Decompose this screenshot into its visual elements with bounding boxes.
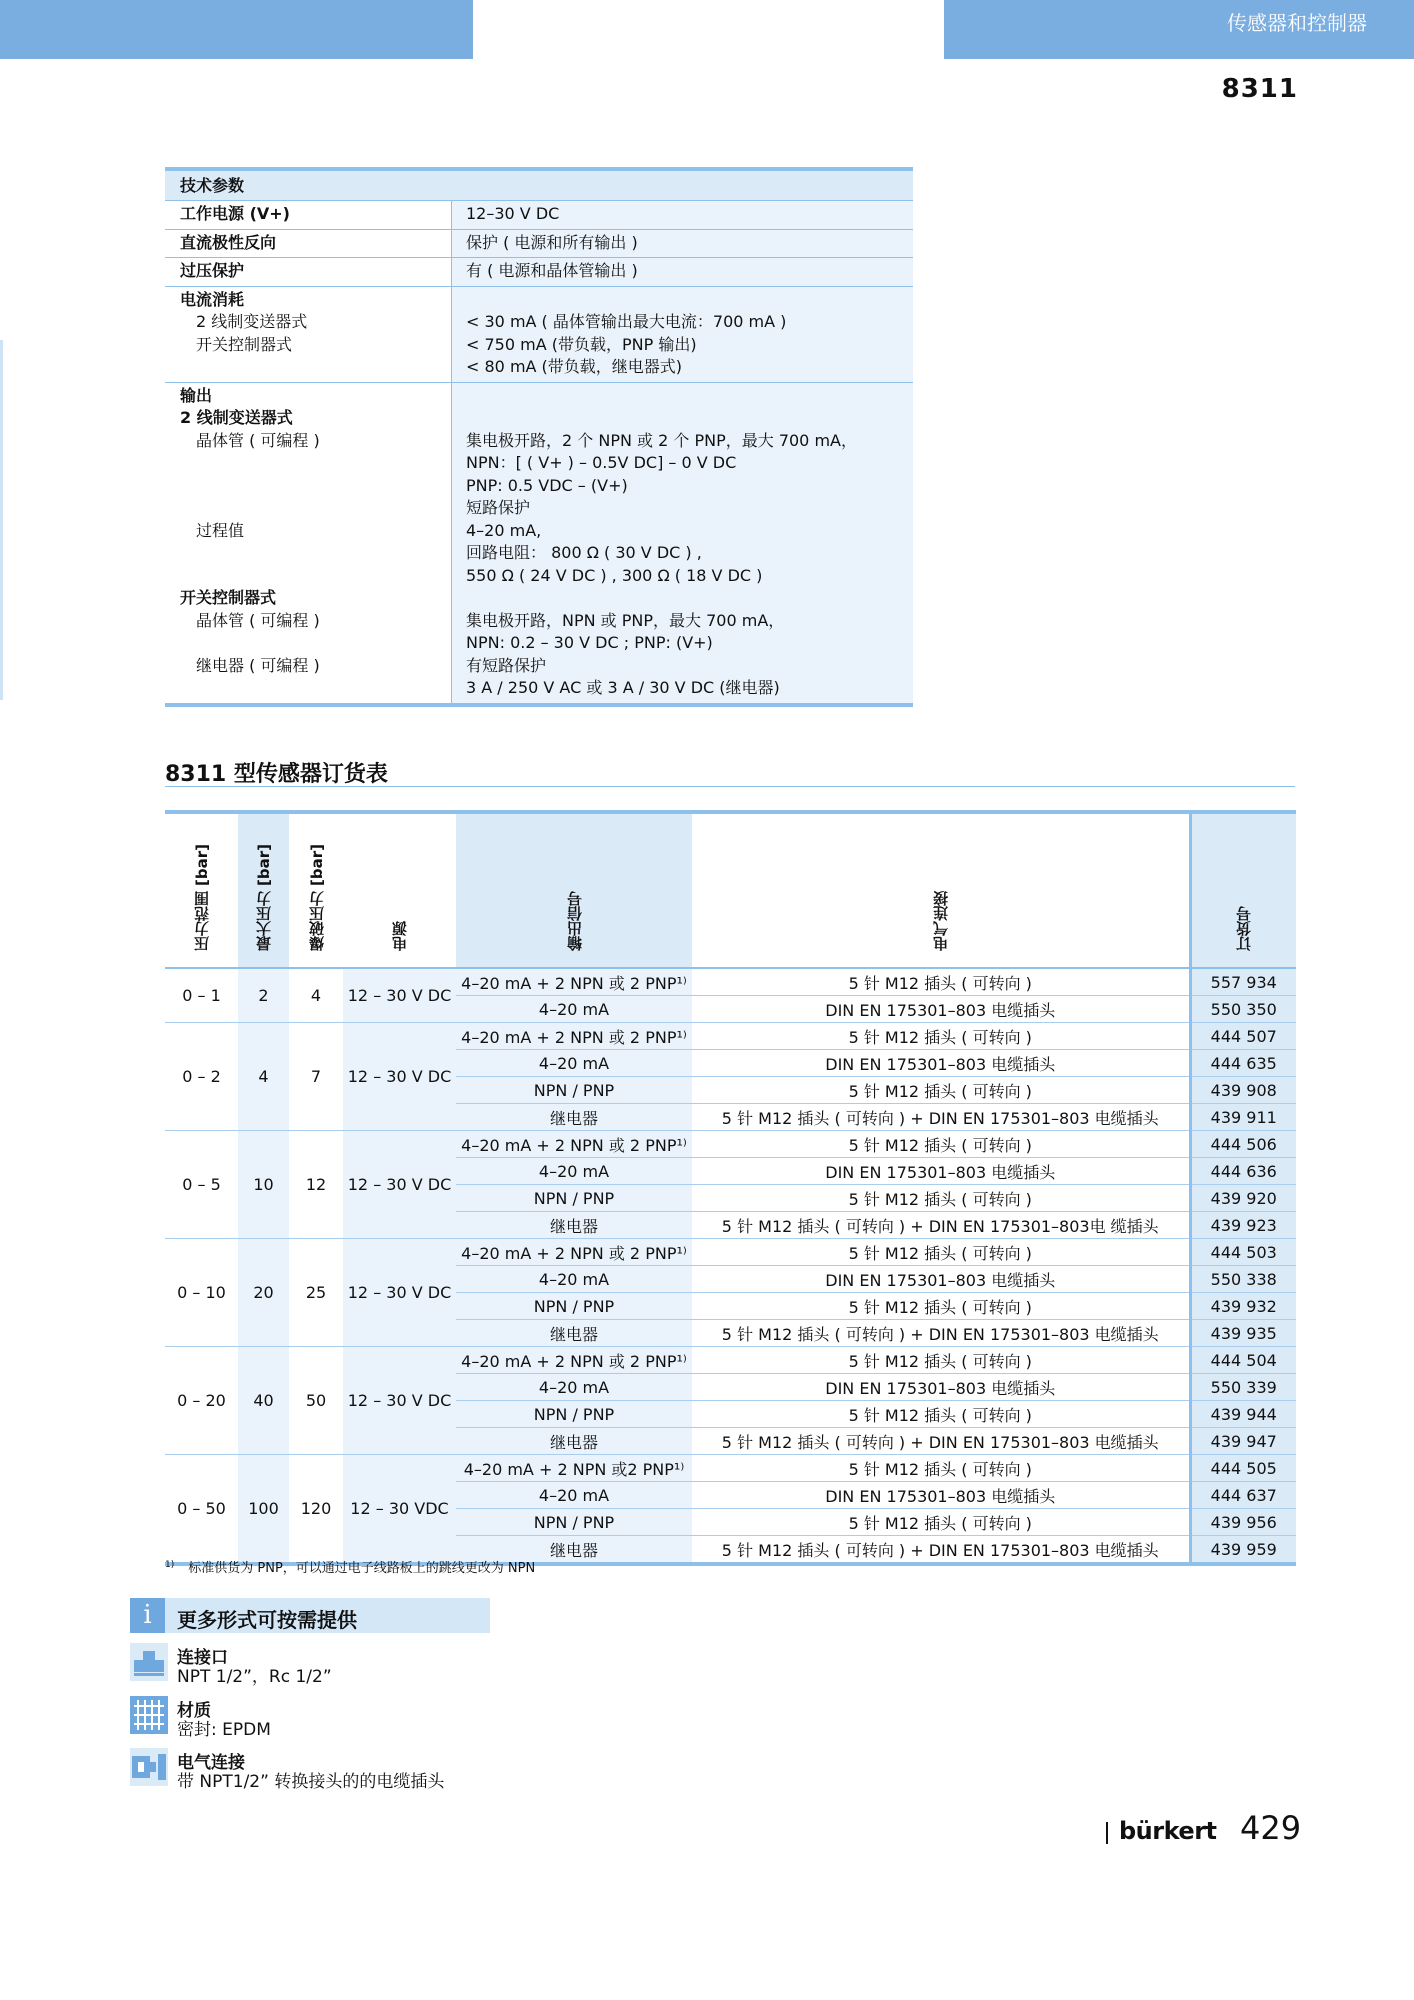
cell-output-signal: 4–20 mA + 2 NPN 或 2 PNP¹⁾ [456,1023,692,1050]
tech-value-line: 保护 ( 电源和所有输出 ) [466,232,638,252]
tech-param-value [451,258,913,286]
tech-value-line: NPN: 0.2 – 30 V DC ; PNP: (V+) [466,633,713,652]
order-table-title: 8311 型传感器订货表 [165,762,388,787]
tech-label-line: 输出 [180,385,213,405]
cell-electrical-connection: DIN EN 175301–803 电缆插头 [692,1374,1190,1401]
tech-label-line: 晶体管 ( 可编程 ) [196,610,320,630]
cell-order-number: 439 911 [1190,1104,1296,1131]
cell-order-number: 444 506 [1190,1131,1296,1158]
brand-divider [1106,1822,1108,1844]
tech-value-line: 集电极开路，NPN 或 PNP，最大 700 mA， [466,610,785,630]
cell-order-number: 444 637 [1190,1482,1296,1509]
cell-output-signal: 4–20 mA [456,1374,692,1401]
tech-value-line [466,385,913,408]
tech-label-line: 工作电源 (V+) [180,204,290,223]
tech-param-value [451,287,913,382]
tech-params-title: 技术参数 [165,171,913,201]
tech-param-label [165,383,451,703]
cell-order-number: 550 338 [1190,1266,1296,1293]
tech-label-line: 2 线制变送器式 [196,312,308,331]
cell-order-number: 444 505 [1190,1455,1296,1482]
cell-electrical-connection: 5 针 M12 插头 ( 可转向 ) [692,1023,1190,1050]
tech-value-line: 12–30 V DC [466,204,560,223]
cell-power: 12 – 30 V DC [343,1239,456,1347]
cell-pressure-range: 0 – 5 [165,1131,238,1239]
cell-output-signal: NPN / PNP [456,1401,692,1428]
cell-max-pressure: 10 [238,1131,289,1239]
tech-param-value [451,201,913,229]
cell-electrical-connection: 5 针 M12 插头 ( 可转向 ) [692,1401,1190,1428]
order-table [165,810,1296,1566]
cell-output-signal: 4–20 mA [456,1050,692,1077]
header-band-right [944,0,1414,59]
footnote-text: 标准供货为 PNP，可以通过电子线路板上的跳线更改为 NPN [188,1561,536,1576]
cell-output-signal: NPN / PNP [456,1509,692,1536]
tech-label-line: 过程值 [196,520,245,540]
cell-order-number: 439 947 [1190,1428,1296,1455]
cell-order-number: 439 935 [1190,1320,1296,1347]
option-text: 密封: EPDM [177,1720,271,1740]
tech-label-line: 2 线制变送器式 [180,408,293,427]
cell-burst-pressure: 4 [289,968,343,1023]
order-row [165,1023,1296,1050]
cell-max-pressure: 2 [238,968,289,1023]
cell-electrical-connection: 5 针 M12 插头 ( 可转向 ) + DIN EN 175301–803 电缆插头 [692,1320,1190,1347]
tech-param-label [165,230,451,258]
cell-output-signal: 4–20 mA + 2 NPN 或 2 PNP¹⁾ [456,1131,692,1158]
tech-value-line: < 30 mA ( 晶体管输出最大电流：700 mA ) [466,312,787,331]
cell-electrical-connection: 5 针 M12 插头 ( 可转向 ) [692,1347,1190,1374]
cell-pressure-range: 0 – 50 [165,1455,238,1565]
tech-param-row [165,201,913,230]
cell-output-signal: 继电器 [456,1536,692,1565]
cell-output-signal: 继电器 [456,1104,692,1131]
cell-pressure-range: 0 – 2 [165,1023,238,1131]
tech-value-line [466,289,913,312]
cell-electrical-connection: DIN EN 175301–803 电缆插头 [692,1050,1190,1077]
tech-label-line [180,542,451,565]
cell-output-signal: NPN / PNP [456,1293,692,1320]
cell-order-number: 550 339 [1190,1374,1296,1401]
tech-label-line: 继电器 ( 可编程 ) [196,655,320,675]
tech-param-row [165,258,913,287]
cell-electrical-connection: 5 针 M12 插头 ( 可转向 ) [692,1131,1190,1158]
order-row [165,1131,1296,1158]
tech-label-line [180,497,451,520]
cell-max-pressure: 40 [238,1347,289,1455]
cell-pressure-range: 0 – 10 [165,1239,238,1347]
tech-param-label [165,287,451,382]
option-text: NPT 1/2”，Rc 1/2” [177,1667,332,1687]
cell-output-signal: 4–20 mA + 2 NPN 或 2 PNP¹⁾ [456,1239,692,1266]
tech-value-line: 3 A / 250 V AC 或 3 A / 30 V DC (继电器) [466,678,780,697]
tech-value-line: 550 Ω ( 24 V DC ) , 300 Ω ( 18 V DC ) [466,565,763,585]
more-options-title: 更多形式可按需提供 [177,1608,357,1632]
cell-order-number: 444 503 [1190,1239,1296,1266]
model-number: 8311 [1221,74,1298,104]
cell-electrical-connection: DIN EN 175301–803 电缆插头 [692,1266,1190,1293]
port-connector-icon [130,1643,168,1681]
order-row [165,1455,1296,1482]
tech-label-line: 直流极性反向 [180,232,277,252]
tech-param-row [165,230,913,259]
cell-electrical-connection: DIN EN 175301–803 电缆插头 [692,996,1190,1023]
col-header-max-pressure: 最大压力 [bar] [238,812,289,968]
col-header-electrical-connection: 电气连接 [692,812,1190,968]
tech-label-line: 开关控制器式 [196,334,293,354]
order-row [165,1347,1296,1374]
cell-order-number: 444 504 [1190,1347,1296,1374]
cell-pressure-range: 0 – 20 [165,1347,238,1455]
header-band-left [0,0,473,59]
cell-order-number: 439 920 [1190,1185,1296,1212]
option-title: 连接口 [177,1648,228,1668]
cell-order-number: 444 635 [1190,1050,1296,1077]
tech-label-line: 晶体管 ( 可编程 ) [196,430,320,450]
cell-order-number: 439 923 [1190,1212,1296,1239]
cell-order-number: 550 350 [1190,996,1296,1023]
cell-output-signal: 4–20 mA [456,1266,692,1293]
tech-value-line: 短路保护 [466,498,531,517]
cell-electrical-connection: 5 针 M12 插头 ( 可转向 ) [692,1185,1190,1212]
cell-order-number: 439 932 [1190,1293,1296,1320]
info-icon: i [130,1598,165,1633]
category-label: 传感器和控制器 [1227,11,1367,35]
cell-output-signal: 继电器 [456,1212,692,1239]
cell-output-signal: 继电器 [456,1320,692,1347]
tech-params-table [165,167,913,707]
tech-value-line: < 750 mA (带负载，PNP 输出) [466,334,697,354]
brand-logo: bürkert [1119,1817,1217,1845]
col-header-burst-pressure: 爆破压力 [bar] [289,812,343,968]
tech-value-line: 集电极开路，2 个 NPN 或 2 个 PNP，最大 700 mA， [466,430,857,450]
col-header-pressure-range: 压力范围 [bar] [165,812,238,968]
order-row [165,1239,1296,1266]
cell-burst-pressure: 25 [289,1239,343,1347]
tech-value-line: NPN：[ ( V+ ) – 0.5V DC] – 0 V DC [466,453,737,472]
tech-value-line [466,407,913,430]
footnote [165,1557,535,1576]
cell-output-signal: 4–20 mA + 2 NPN 或 2 PNP¹⁾ [456,1347,692,1374]
cell-output-signal: 4–20 mA [456,1482,692,1509]
cell-max-pressure: 100 [238,1455,289,1565]
tech-value-line [466,587,913,610]
cell-power: 12 – 30 V DC [343,1347,456,1455]
cell-pressure-range: 0 – 1 [165,968,238,1023]
tech-label-line [180,452,451,475]
cell-burst-pressure: 120 [289,1455,343,1565]
cell-order-number: 439 959 [1190,1536,1296,1565]
cell-order-number: 557 934 [1190,968,1296,996]
cell-burst-pressure: 12 [289,1131,343,1239]
cell-electrical-connection: 5 针 M12 插头 ( 可转向 ) [692,1293,1190,1320]
col-header-output-signal: 输出信号 [456,812,692,968]
tech-value-line: 回路电阻： 800 Ω ( 30 V DC ) , [466,543,702,562]
order-row [165,968,1296,996]
tech-label-line: 过压保护 [180,261,245,280]
tech-label-line: 电流消耗 [180,289,245,309]
tech-label-line: 开关控制器式 [180,588,277,607]
electrical-plug-icon [130,1748,168,1786]
option-title: 电气连接 [177,1753,245,1773]
page-number: 429 [1240,1809,1302,1847]
cell-burst-pressure: 50 [289,1347,343,1455]
tech-value-line: 有短路保护 [466,655,547,675]
cell-electrical-connection: 5 针 M12 插头 ( 可转向 ) + DIN EN 175301–803 电缆插头 [692,1536,1190,1565]
cell-max-pressure: 20 [238,1239,289,1347]
tech-param-label [165,258,451,286]
cell-order-number: 439 944 [1190,1401,1296,1428]
cell-electrical-connection: 5 针 M12 插头 ( 可转向 ) + DIN EN 175301–803 电缆插头 [692,1104,1190,1131]
option-title: 材质 [177,1701,211,1721]
cell-burst-pressure: 7 [289,1023,343,1131]
order-table-header-row [165,812,1296,968]
tech-value-line: PNP: 0.5 VDC – (V+) [466,475,628,495]
cell-power: 12 – 30 V DC [343,1023,456,1131]
cell-electrical-connection: 5 针 M12 插头 ( 可转向 ) [692,968,1190,996]
cell-order-number: 444 636 [1190,1158,1296,1185]
cell-order-number: 439 956 [1190,1509,1296,1536]
col-header-order-number: 订货号 [1190,812,1296,968]
cell-power: 12 – 30 V DC [343,1131,456,1239]
cell-output-signal: 继电器 [456,1428,692,1455]
cell-electrical-connection: 5 针 M12 插头 ( 可转向 ) + DIN EN 175301–803 电缆插头 [692,1428,1190,1455]
footnote-mark: 1) [165,1559,175,1570]
cell-order-number: 439 908 [1190,1077,1296,1104]
cell-power: 12 – 30 VDC [343,1455,456,1565]
cell-max-pressure: 4 [238,1023,289,1131]
cell-output-signal: 4–20 mA + 2 NPN 或 2 PNP¹⁾ [456,968,692,996]
material-grid-icon [130,1696,168,1734]
cell-electrical-connection: 5 针 M12 插头 ( 可转向 ) [692,1455,1190,1482]
tech-value-line: < 80 mA (带负载，继电器式) [466,357,683,376]
tech-param-label [165,201,451,229]
tech-param-value [451,383,913,703]
tech-label-line [180,632,451,655]
order-title-rule [165,786,1295,787]
cell-electrical-connection: DIN EN 175301–803 电缆插头 [692,1482,1190,1509]
tech-label-line [180,475,451,498]
cell-electrical-connection: 5 针 M12 插头 ( 可转向 ) [692,1239,1190,1266]
cell-electrical-connection: DIN EN 175301–803 电缆插头 [692,1158,1190,1185]
cell-order-number: 444 507 [1190,1023,1296,1050]
cell-electrical-connection: 5 针 M12 插头 ( 可转向 ) [692,1509,1190,1536]
cell-output-signal: NPN / PNP [456,1077,692,1104]
cell-power: 12 – 30 V DC [343,968,456,1023]
tech-param-row [165,287,913,383]
option-text: 带 NPT1/2” 转换接头的的电缆插头 [177,1772,445,1792]
cell-electrical-connection: 5 针 M12 插头 ( 可转向 ) [692,1077,1190,1104]
cell-output-signal: 4–20 mA [456,1158,692,1185]
cell-output-signal: 4–20 mA + 2 NPN 或2 PNP¹⁾ [456,1455,692,1482]
tech-value-line: 4–20 mA, [466,520,542,540]
cell-output-signal: 4–20 mA [456,996,692,1023]
side-accent-line [0,340,3,700]
col-header-power: 电源 [343,812,456,968]
cell-electrical-connection: 5 针 M12 插头 ( 可转向 ) + DIN EN 175301–803电 缆插头 [692,1212,1190,1239]
tech-param-row [165,383,913,703]
cell-output-signal: NPN / PNP [456,1185,692,1212]
tech-param-value [451,230,913,258]
tech-value-line: 有 ( 电源和晶体管输出 ) [466,261,638,280]
tech-label-line [180,565,451,588]
